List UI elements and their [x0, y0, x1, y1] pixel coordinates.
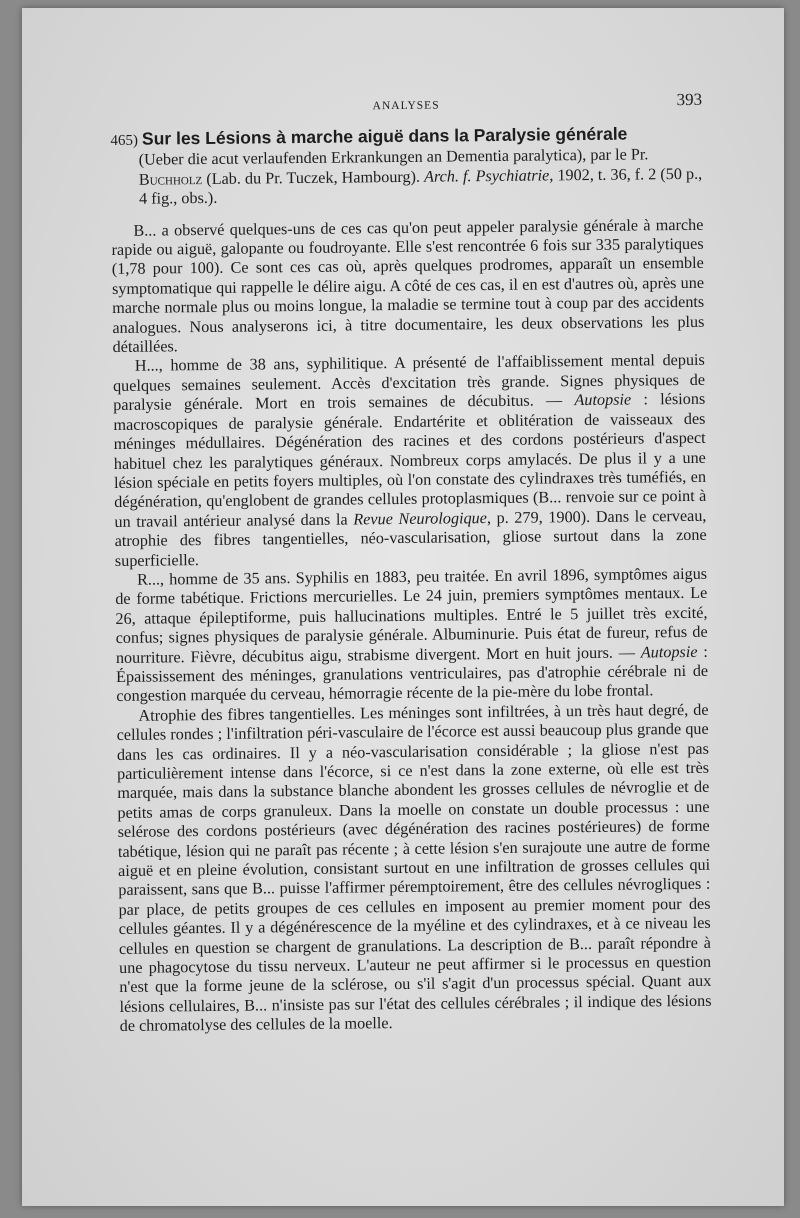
page-sheet: [22, 8, 784, 1206]
paragraph-case-r: [115, 565, 708, 707]
page-content: [110, 90, 712, 1037]
entry-journal: Arch. f. Psychiatrie: [423, 166, 550, 186]
entry-subtitle-part-2: (Lab. du Pr. Tuczek, Hambourg).: [202, 167, 425, 188]
case-r-autopsie: Autopsie: [640, 642, 698, 662]
case-h-text-3: , p. 279, 1900). Dans le cerveau, atrophie des fibres tangentielles, néo-vascularisation, gliose surtout dans la zone superficielle.: [114, 506, 707, 570]
page-number: 393: [676, 89, 703, 110]
case-h-autopsie: Autopsie: [574, 390, 632, 410]
case-r-text-2: : Épaississement des méninges, granulations ventriculaires, pas d'atrophie cérébrale ni de congestion marquée du cerveau, hémorragie récente de la pie-mère du lobe frontal.: [115, 642, 709, 706]
paragraph-histology: Atrophie des fibres tangentielles. Les méninges sont infiltrées, à un très haut degré, de cellules rondes ; l'infiltration péri-vasculaire de l'écorce est aussi beaucoup plus grande que dans les cas ordinaires. Il y a néo-vascularisation considérable ; la gliose n'est pas particulièrement intense dans l'écorce, si ce n'est dans la zone externe, où elle est très marquée, mais dans la substance blanche abondent les grosses cellules de névroglie et de petits amas de corps granuleux. Dans la moelle on constate un double processus : une selérose des cordons postérieurs (avec dégénération des racines postérieures) de forme tabétique, lésion qui ne paraît pas récente ; à cette lésion s'en surajoute une autre de forme aiguë et en pleine évolution, consistant surtout en une infiltration de grosses cellules qui paraissent, sans que B... puisse l'affirmer péremptoirement, être des cellules névrogliques : par place, de petits groupes de ces cellules en imposent au premier moment pour des cellules géantes. Il y a dégénérescence de la myéline et des cylindraxes, et à ce niveau les cellules en question se chargent de granulations. La description de B... paraît répondre à une phagocytose du tissu nerveux. L'auteur ne peut affirmer si le processus en question n'est que la forme jeune de la sclérose, ou s'il s'agit d'un processus spécial. Quant aux lésions cellulaires, B... n'insiste pas sur l'état des cellules cérébrales ; il indique des lésions de chromatolyse des cellules de la moelle.: [116, 700, 712, 1036]
case-h-text-1: H..., homme de 38 ans, syphilitique. A présenté de l'affaiblissement mental depuis quelques semaines seulement. Accès d'excitation très grande. Signes physiques de paralysie générale. Mort en trois semaines de décubitus. —: [112, 351, 706, 415]
case-h-revue: Revue Neurologique: [353, 508, 487, 529]
running-header: [110, 90, 702, 120]
entry-subtitle-part-1: (Ueber die acut verlaufenden Erkrankungen an Dementia paralytica), par le Pr.: [138, 145, 649, 170]
entry-heading: [110, 124, 703, 210]
case-h-text-2: : lésions macroscopiques de paralysie générale. Endartérite et oblitération de vaisseaux des méninges médullaires. Dégénération des racines et des cordons postérieurs d'aspect habituel chez les paralytiques généraux. Nombreux corps amylacés. De plus il y a une lésion spéciale en petits foyers multiples, où l'on constate des cylindraxes très tuméfiés, en dégénération, qu'englobent de grandes cellules protoplasmiques (B... renvoie sur ce point à un travail antérieur analysé dans la: [113, 390, 707, 531]
entry-number: 465): [110, 132, 139, 149]
paragraph-intro: B... a observé quelques-uns de ces cas qu'on peut appeler paralysie générale à marche rapide ou aiguë, galopante ou foudroyante. Elle s'est rencontrée 6 fois sur 335 paralytiques (1,78 pour 100). Ce sont ces cas où, après quelques prodromes, apparaît un ensemble symptomatique qui rappelle le délire aigu. A côté de ces cas, il en est d'autres où, après une marche normale plus ou moins longue, la maladie se termine tout à coup par des accidents analogues. Nous analyserons ici, à titre documentaire, les deux observations les plus détaillées.: [111, 215, 705, 357]
entry-author: Buchholz: [138, 169, 203, 189]
entry-title: Sur les Lésions à marche aiguë dans la Paralysie générale: [141, 123, 628, 149]
paragraph-case-h: [113, 351, 707, 571]
running-title: ANALYSES: [372, 99, 440, 113]
case-r-text-1: R..., homme de 35 ans. Syphilis en 1883, peu traitée. En avril 1896, symptômes aigus de forme tabétique. Frictions mercurielles. Le 24 juin, premiers symptômes mentaux. Le 26, attaque épileptiforme, puis hallucinations multiples. Entré le 5 juillet très excité, confus; signes physiques de paralysie générale. Albuminurie. Puis état de fureur, refus de nourriture. Fièvre, décubitus aigu, strabisme divergent. Mort en huit jours. —: [115, 564, 708, 667]
entry-subtitle-part-3: , 1902, t. 36, f. 2 (50 p., 4 fig., obs.).: [138, 164, 703, 208]
